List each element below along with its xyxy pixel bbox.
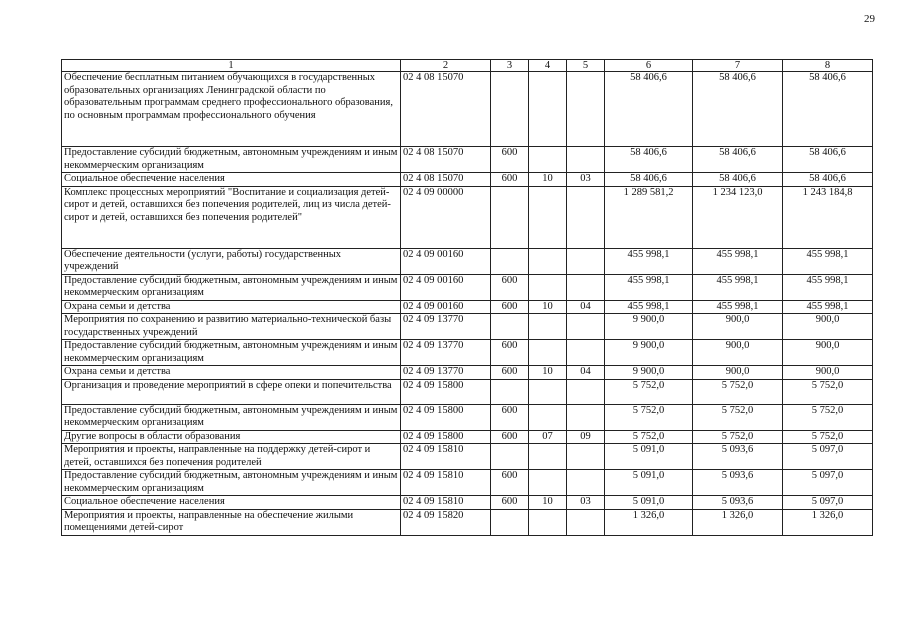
row-value6-cell: 455 998,1 xyxy=(605,248,693,274)
row-col4-cell xyxy=(529,444,567,470)
row-value6-cell: 9 900,0 xyxy=(605,366,693,380)
table-row xyxy=(62,404,873,430)
row-code-cell: 02 4 09 00160 xyxy=(401,248,491,274)
column-header: 7 xyxy=(693,60,783,72)
row-value8-cell: 5 097,0 xyxy=(783,470,873,496)
row-value7-cell: 900,0 xyxy=(693,366,783,380)
row-col5-cell: 03 xyxy=(567,496,605,510)
row-name-cell: Предоставление субсидий бюджетным, автономным учреждениям и иным некоммерческим организациям xyxy=(62,274,401,300)
row-code-cell: 02 4 09 13770 xyxy=(401,314,491,340)
table-row xyxy=(62,444,873,470)
row-value8-cell: 58 406,6 xyxy=(783,147,873,173)
column-header: 5 xyxy=(567,60,605,72)
row-col4-cell: 07 xyxy=(529,430,567,444)
row-col4-cell xyxy=(529,72,567,147)
row-value8-cell: 5 097,0 xyxy=(783,444,873,470)
row-value7-cell: 900,0 xyxy=(693,314,783,340)
row-name-cell: Другие вопросы в области образования xyxy=(62,430,401,444)
row-col5-cell xyxy=(567,314,605,340)
row-value7-cell: 1 326,0 xyxy=(693,509,783,535)
row-value7-cell: 58 406,6 xyxy=(693,173,783,187)
row-value6-cell: 455 998,1 xyxy=(605,300,693,314)
row-value8-cell: 5 752,0 xyxy=(783,404,873,430)
column-header: 6 xyxy=(605,60,693,72)
row-value6-cell: 5 091,0 xyxy=(605,496,693,510)
row-col4-cell xyxy=(529,314,567,340)
row-col3-cell: 600 xyxy=(491,496,529,510)
column-header: 8 xyxy=(783,60,873,72)
row-value8-cell: 1 326,0 xyxy=(783,509,873,535)
column-header: 1 xyxy=(62,60,401,72)
row-value8-cell: 455 998,1 xyxy=(783,300,873,314)
row-value8-cell: 58 406,6 xyxy=(783,173,873,187)
row-value7-cell: 455 998,1 xyxy=(693,248,783,274)
row-code-cell: 02 4 09 00000 xyxy=(401,186,491,248)
row-value8-cell: 900,0 xyxy=(783,366,873,380)
row-name-cell: Предоставление субсидий бюджетным, автономным учреждениям и иным некоммерческим организациям xyxy=(62,340,401,366)
column-header: 4 xyxy=(529,60,567,72)
row-col4-cell xyxy=(529,470,567,496)
row-col3-cell xyxy=(491,72,529,147)
row-value7-cell: 5 093,6 xyxy=(693,444,783,470)
row-col4-cell: 10 xyxy=(529,173,567,187)
row-value6-cell: 5 752,0 xyxy=(605,430,693,444)
row-code-cell: 02 4 09 15820 xyxy=(401,509,491,535)
row-col3-cell: 600 xyxy=(491,470,529,496)
row-code-cell: 02 4 08 15070 xyxy=(401,173,491,187)
row-code-cell: 02 4 09 13770 xyxy=(401,340,491,366)
row-value8-cell: 1 243 184,8 xyxy=(783,186,873,248)
row-col3-cell: 600 xyxy=(491,366,529,380)
row-value7-cell: 5 093,6 xyxy=(693,496,783,510)
row-col3-cell xyxy=(491,248,529,274)
row-value6-cell: 1 326,0 xyxy=(605,509,693,535)
row-name-cell: Организация и проведение мероприятий в сфере опеки и попечительства xyxy=(62,379,401,404)
row-col5-cell: 04 xyxy=(567,300,605,314)
row-value7-cell: 455 998,1 xyxy=(693,274,783,300)
row-name-cell: Предоставление субсидий бюджетным, автономным учреждениям и иным некоммерческим организациям xyxy=(62,470,401,496)
row-col5-cell xyxy=(567,186,605,248)
row-col4-cell: 10 xyxy=(529,496,567,510)
row-code-cell: 02 4 09 15810 xyxy=(401,470,491,496)
row-name-cell: Социальное обеспечение населения xyxy=(62,496,401,510)
row-col5-cell xyxy=(567,248,605,274)
row-col4-cell xyxy=(529,147,567,173)
row-code-cell: 02 4 09 00160 xyxy=(401,300,491,314)
row-value7-cell: 1 234 123,0 xyxy=(693,186,783,248)
row-value6-cell: 1 289 581,2 xyxy=(605,186,693,248)
row-col3-cell: 600 xyxy=(491,147,529,173)
table-row xyxy=(62,248,873,274)
row-name-cell: Охрана семьи и детства xyxy=(62,300,401,314)
row-col5-cell: 04 xyxy=(567,366,605,380)
row-col3-cell: 600 xyxy=(491,173,529,187)
column-header: 3 xyxy=(491,60,529,72)
row-name-cell: Обеспечение бесплатным питанием обучающихся в государственных образовательных организациях Ленинградской области по образовательным программам среднего профессионального образования, по основным программам профессионального обучения xyxy=(62,72,401,147)
row-value7-cell: 58 406,6 xyxy=(693,72,783,147)
row-col4-cell xyxy=(529,509,567,535)
row-value6-cell: 455 998,1 xyxy=(605,274,693,300)
table-row xyxy=(62,147,873,173)
row-name-cell: Предоставление субсидий бюджетным, автономным учреждениям и иным некоммерческим организациям xyxy=(62,404,401,430)
table-row xyxy=(62,274,873,300)
row-col5-cell xyxy=(567,470,605,496)
row-col3-cell xyxy=(491,444,529,470)
row-value8-cell: 58 406,6 xyxy=(783,72,873,147)
row-value6-cell: 5 091,0 xyxy=(605,470,693,496)
page-number: 29 xyxy=(864,13,875,25)
row-code-cell: 02 4 09 15800 xyxy=(401,404,491,430)
row-value6-cell: 5 752,0 xyxy=(605,404,693,430)
table-row xyxy=(62,496,873,510)
table-row xyxy=(62,314,873,340)
row-name-cell: Охрана семьи и детства xyxy=(62,366,401,380)
row-code-cell: 02 4 09 15800 xyxy=(401,430,491,444)
row-col3-cell: 600 xyxy=(491,430,529,444)
row-col5-cell xyxy=(567,72,605,147)
row-col3-cell xyxy=(491,186,529,248)
header-row xyxy=(62,60,873,72)
row-col5-cell xyxy=(567,404,605,430)
table-row xyxy=(62,379,873,404)
row-code-cell: 02 4 08 15070 xyxy=(401,72,491,147)
row-value8-cell: 5 097,0 xyxy=(783,496,873,510)
budget-table xyxy=(61,59,873,536)
table-row xyxy=(62,509,873,535)
row-name-cell: Мероприятия и проекты, направленные на обеспечение жилыми помещениями детей-сирот xyxy=(62,509,401,535)
row-name-cell: Комплекс процессных мероприятий "Воспитание и социализация детей-сирот и детей, оставшихся без попечения родителей, лиц из числа детей-сирот и детей, оставшихся без попечения родителей" xyxy=(62,186,401,248)
row-value6-cell: 58 406,6 xyxy=(605,147,693,173)
row-col3-cell xyxy=(491,379,529,404)
row-col5-cell xyxy=(567,147,605,173)
row-value6-cell: 9 900,0 xyxy=(605,314,693,340)
row-col3-cell: 600 xyxy=(491,300,529,314)
table-row xyxy=(62,366,873,380)
row-code-cell: 02 4 09 15810 xyxy=(401,496,491,510)
table-row xyxy=(62,186,873,248)
row-value6-cell: 5 091,0 xyxy=(605,444,693,470)
table-row xyxy=(62,300,873,314)
row-col4-cell: 10 xyxy=(529,366,567,380)
row-col4-cell xyxy=(529,340,567,366)
table-row xyxy=(62,430,873,444)
table-row xyxy=(62,72,873,147)
row-code-cell: 02 4 09 15800 xyxy=(401,379,491,404)
row-value8-cell: 900,0 xyxy=(783,340,873,366)
row-value6-cell: 58 406,6 xyxy=(605,173,693,187)
row-value7-cell: 455 998,1 xyxy=(693,300,783,314)
row-col5-cell: 03 xyxy=(567,173,605,187)
row-value8-cell: 5 752,0 xyxy=(783,430,873,444)
row-value7-cell: 58 406,6 xyxy=(693,147,783,173)
row-value6-cell: 58 406,6 xyxy=(605,72,693,147)
row-value7-cell: 900,0 xyxy=(693,340,783,366)
row-code-cell: 02 4 09 13770 xyxy=(401,366,491,380)
row-col5-cell xyxy=(567,340,605,366)
row-col4-cell xyxy=(529,404,567,430)
table-row xyxy=(62,470,873,496)
table-row xyxy=(62,173,873,187)
row-name-cell: Мероприятия и проекты, направленные на поддержку детей-сирот и детей, оставшихся без попечения родителей xyxy=(62,444,401,470)
row-code-cell: 02 4 09 15810 xyxy=(401,444,491,470)
row-value7-cell: 5 752,0 xyxy=(693,404,783,430)
row-value6-cell: 5 752,0 xyxy=(605,379,693,404)
row-col4-cell xyxy=(529,186,567,248)
row-col3-cell: 600 xyxy=(491,274,529,300)
row-col5-cell xyxy=(567,444,605,470)
row-value7-cell: 5 752,0 xyxy=(693,430,783,444)
row-name-cell: Предоставление субсидий бюджетным, автономным учреждениям и иным некоммерческим организациям xyxy=(62,147,401,173)
row-col4-cell xyxy=(529,248,567,274)
row-name-cell: Мероприятия по сохранению и развитию материально-технической базы государственных учреждений xyxy=(62,314,401,340)
row-col3-cell: 600 xyxy=(491,404,529,430)
column-header: 2 xyxy=(401,60,491,72)
row-col3-cell: 600 xyxy=(491,340,529,366)
row-col5-cell: 09 xyxy=(567,430,605,444)
row-code-cell: 02 4 08 15070 xyxy=(401,147,491,173)
row-name-cell: Социальное обеспечение населения xyxy=(62,173,401,187)
row-value7-cell: 5 093,6 xyxy=(693,470,783,496)
row-col5-cell xyxy=(567,274,605,300)
row-value8-cell: 455 998,1 xyxy=(783,248,873,274)
row-value8-cell: 5 752,0 xyxy=(783,379,873,404)
table-row xyxy=(62,340,873,366)
row-col4-cell xyxy=(529,274,567,300)
row-value8-cell: 900,0 xyxy=(783,314,873,340)
row-value8-cell: 455 998,1 xyxy=(783,274,873,300)
row-col5-cell xyxy=(567,509,605,535)
row-col3-cell xyxy=(491,509,529,535)
row-value7-cell: 5 752,0 xyxy=(693,379,783,404)
row-col4-cell xyxy=(529,379,567,404)
row-code-cell: 02 4 09 00160 xyxy=(401,274,491,300)
row-col5-cell xyxy=(567,379,605,404)
row-value6-cell: 9 900,0 xyxy=(605,340,693,366)
row-name-cell: Обеспечение деятельности (услуги, работы) государственных учреждений xyxy=(62,248,401,274)
row-col4-cell: 10 xyxy=(529,300,567,314)
row-col3-cell xyxy=(491,314,529,340)
